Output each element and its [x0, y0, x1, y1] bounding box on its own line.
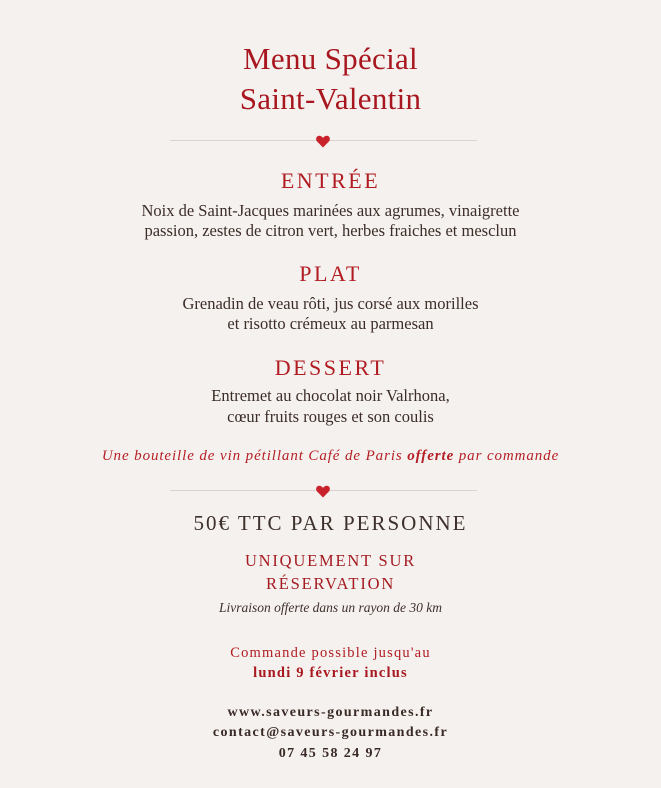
entree-title: ENTRÉE	[280, 168, 381, 193]
entree-desc-line1: Noix de Saint-Jacques marinées aux agrumes, vinaigrette	[141, 201, 520, 220]
price-label: 50€ TTC PAR PERSONNE	[193, 511, 468, 535]
phone-number[interactable]: 07 45 58 24 97	[278, 746, 383, 761]
website-link[interactable]: www.saveurs-gourmandes.fr	[227, 705, 434, 720]
dessert-title: DESSERT	[274, 355, 387, 380]
plat-desc-line1: Grenadin de veau rôti, jus corsé aux morilles	[182, 294, 479, 313]
plat-desc-line2: et risotto crémeux au parmesan	[227, 314, 434, 333]
heart-icon	[315, 133, 331, 149]
offer-text-before: Une bouteille de vin pétillant Café de Paris	[101, 448, 408, 464]
delivery-note: Livraison offerte dans un rayon de 30 km	[218, 600, 443, 615]
dessert-desc-line1: Entremet au chocolat noir Valrhona,	[211, 386, 450, 405]
order-deadline-line1: Commande possible jusqu'au	[230, 645, 431, 661]
wine-offer	[0, 448, 661, 465]
reservation-line2: RÉSERVATION	[265, 574, 396, 593]
menu-title-line2: Saint-Valentin	[239, 81, 422, 116]
email-link[interactable]: contact@saveurs-gourmandes.fr	[212, 725, 449, 740]
plat-title: PLAT	[299, 261, 362, 286]
order-deadline-line2: lundi 9 février inclus	[253, 665, 408, 681]
offer-text-after: par commande	[454, 448, 560, 464]
heart-icon	[315, 483, 331, 499]
entree-desc-line2: passion, zestes de citron vert, herbes fraiches et mesclun	[144, 221, 517, 240]
dessert-desc-line2: cœur fruits rouges et son coulis	[227, 407, 434, 426]
offer-emphasis: offerte	[407, 448, 455, 464]
menu-title-line1: Menu Spécial	[243, 41, 418, 76]
reservation-line1: UNIQUEMENT SUR	[244, 551, 417, 570]
